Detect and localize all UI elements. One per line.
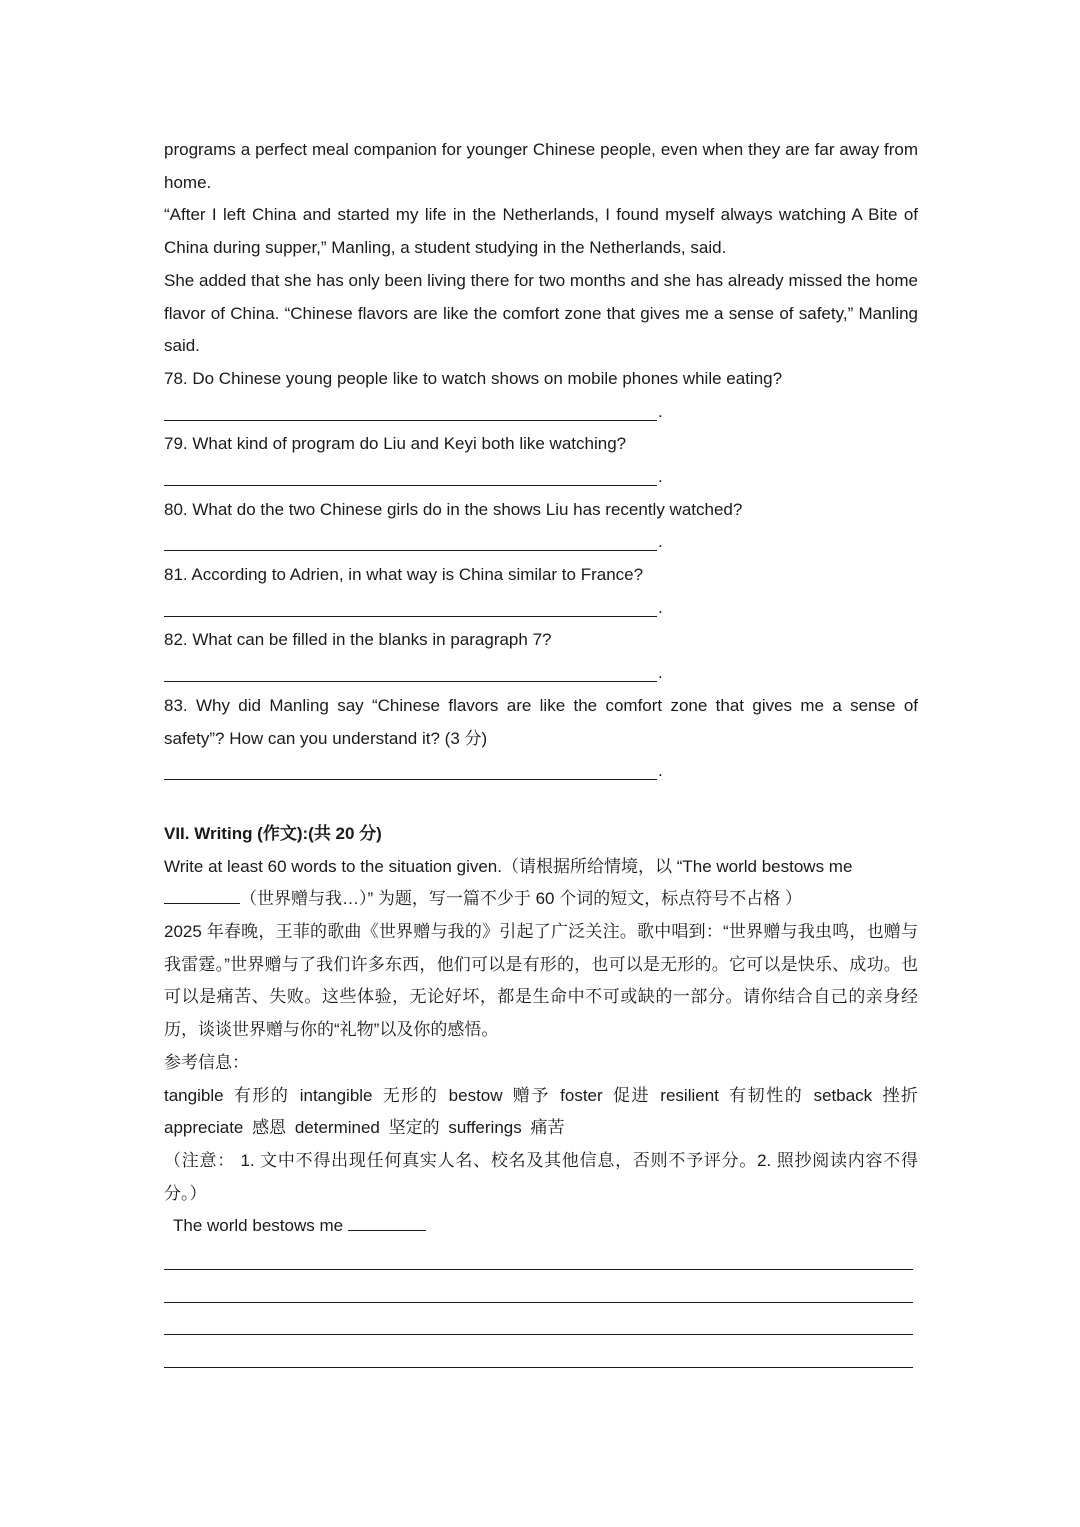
writing-instruction-part1: Write at least 60 words to the situation given.（请根据所给情境，以 “The world bestows me [164,856,853,876]
answer-line-79[interactable] [164,461,918,494]
essay-writing-line-3[interactable] [164,1308,918,1341]
writing-prompt-chinese: 2025 年春晚，王菲的歌曲《世界赠与我的》引起了广泛关注。歌中唱到：“世界赠与我虫鸣，也赠与我雷霆。”世界赠与了我们许多东西，他们可以是有形的，也可以是无形的。它可以是快乐、成功。也可以是痛苦、失败。这些体验，无论好坏，都是生命中不可或缺的一部分。请你结合自己的亲身经历，谈谈世界赠与你的“礼物”以及你的感悟。 [164,922,918,1040]
answer-period: . [658,663,663,683]
answer-rule [164,550,657,551]
answer-line-80[interactable] [164,526,918,559]
question-79: 79. What kind of program do Liu and Keyi both like watching? [164,434,627,454]
essay-writing-line-2[interactable] [164,1276,918,1309]
answer-line-81[interactable] [164,592,918,625]
essay-writing-line-1[interactable] [164,1243,918,1276]
answer-period: . [658,761,663,781]
writing-instruction-part2: （世界赠与我…）” 为题，写一篇不少于 60 个词的短文，标点符号不占格 ） [240,889,802,909]
essay-title-blank[interactable] [348,1210,426,1231]
writing-rule [164,1334,913,1335]
question-78: 78. Do Chinese young people like to watch shows on mobile phones while eating? [164,368,783,388]
section-gap [164,788,918,818]
writing-rule [164,1302,913,1303]
exam-page [164,134,918,1373]
answer-line-83[interactable] [164,755,918,788]
essay-title-line [164,1210,918,1243]
answer-line-82[interactable] [164,657,918,690]
reference-label: 参考信息： [164,1052,249,1072]
answer-period: . [658,532,663,552]
answer-line-78[interactable] [164,396,918,429]
answer-rule [164,485,657,486]
writing-instruction [164,851,918,916]
question-80: 80. What do the two Chinese girls do in the shows Liu has recently watched? [164,499,743,519]
answer-period: . [658,597,663,617]
answer-rule [164,420,657,421]
question-83: 83. Why did Manling say “Chinese flavors are like the comfort zone that gives me a sense of safety”? How can you understand it? (3 分) [164,695,918,748]
writing-notice: （注意： 1. 文中不得出现任何真实人名、校名及其他信息，否则不予评分。2. 照抄阅读内容不得分。） [164,1151,918,1203]
reference-vocabulary: tangible 有形的 intangible 无形的 bestow 赠予 foster 促进 resilient 有韧性的 setback 挫折 appreciate 感恩 determined 坚定的 sufferings 痛苦 [164,1085,918,1138]
answer-rule [164,681,657,682]
question-81: 81. According to Adrien, in what way is China similar to France? [164,565,644,585]
question-82: 82. What can be filled in the blanks in paragraph 7? [164,630,552,650]
answer-period: . [658,401,663,421]
essay-title: The world bestows me [173,1216,344,1236]
writing-rule [164,1367,913,1368]
passage-quote-paragraph: “After I left China and started my life in the Netherlands, I found myself always watching A Bite of China during supper,” Manling, a student studying in the Netherlands, said. [164,205,918,258]
passage-final-paragraph: She added that she has only been living there for two months and she has already missed the home flavor of China. “Chinese flavors are like the comfort zone that gives me a sense of safety,” Manling said. [164,270,918,356]
writing-section-title: VII. Writing (作文):(共 20 分) [164,823,382,843]
answer-rule [164,616,657,617]
answer-rule [164,779,657,780]
title-blank[interactable] [164,885,240,904]
passage-paragraph-end: programs a perfect meal companion for younger Chinese people, even when they are far away from home. [164,140,918,192]
answer-period: . [658,467,663,487]
writing-rule [164,1269,913,1270]
essay-writing-line-4[interactable] [164,1341,918,1374]
